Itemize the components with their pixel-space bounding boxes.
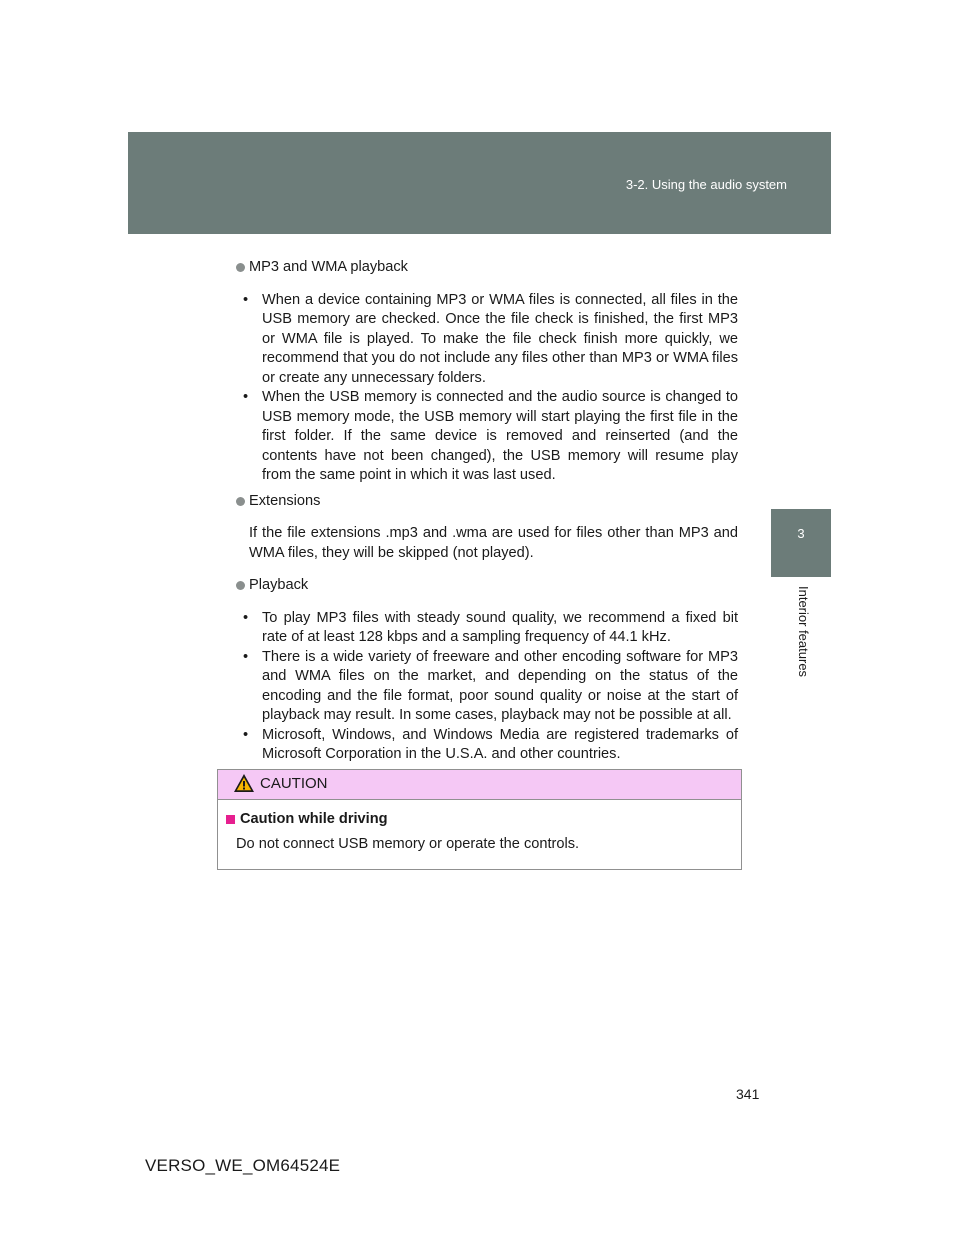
dot-icon: • xyxy=(243,609,249,626)
caution-subheading-text: Caution while driving xyxy=(240,811,388,827)
list-item xyxy=(236,648,738,726)
list-item-text: To play MP3 files with steady sound quality, we recommend a fixed bit rate of at least 128 kbps and a sampling frequency of 44.1 kHz. xyxy=(262,609,738,645)
bullet-icon xyxy=(236,263,245,272)
caution-subheading xyxy=(226,811,388,827)
dot-icon: • xyxy=(243,648,249,665)
list-item-text: When the USB memory is connected and the audio source is changed to USB memory mode, the USB memory will start playing the first file in the first folder. If the same device is removed and reinserted (and the contents have not been changed), the USB memory will resume play from the same point in which it was last used. xyxy=(262,389,738,483)
chapter-tab xyxy=(771,509,831,577)
header-band xyxy=(128,132,831,234)
section-heading xyxy=(236,492,738,512)
sub-list xyxy=(236,609,738,765)
caution-box xyxy=(217,769,742,870)
section-heading-text: Playback xyxy=(249,577,309,593)
chapter-number: 3 xyxy=(797,526,805,541)
dot-icon: • xyxy=(243,389,249,405)
list-item xyxy=(236,388,738,486)
section-heading-text: Extensions xyxy=(249,492,321,509)
list-item-text: There is a wide variety of freeware and other encoding software for MP3 and WMA files on the market, and depending on the status of the encoding and the file format, poor sound quality or noise at the start of playback may result. In some cases, playback may not be possible at all. xyxy=(262,648,738,723)
paragraph: If the file extensions .mp3 and .wma are used for files other than MP3 and WMA files, they will be skipped (not played). xyxy=(249,525,738,561)
list-item xyxy=(236,609,738,648)
page-number: 341 xyxy=(736,1086,760,1102)
list-item xyxy=(236,291,738,389)
caution-header xyxy=(218,770,741,800)
caution-title: CAUTION xyxy=(260,775,328,792)
section-title: 3-2. Using the audio system xyxy=(625,177,787,192)
bullet-icon xyxy=(236,581,245,590)
sub-list xyxy=(236,291,738,486)
caution-text: Do not connect USB memory or operate the controls. xyxy=(236,836,580,852)
warning-icon xyxy=(233,773,255,793)
dot-icon: • xyxy=(243,291,249,308)
document-code: VERSO_WE_OM64524E xyxy=(145,1156,341,1175)
list-item xyxy=(236,726,738,765)
section-heading-text: MP3 and WMA playback xyxy=(249,259,408,275)
dot-icon: • xyxy=(243,726,249,743)
list-item-text: Microsoft, Windows, and Windows Media are registered trademarks of Microsoft Corporation in the U.S.A. and other countries. xyxy=(262,726,738,762)
section-heading xyxy=(236,576,738,596)
bullet-icon xyxy=(236,497,245,506)
section-heading xyxy=(236,258,738,278)
square-bullet-icon xyxy=(226,815,235,824)
chapter-label: Interior features xyxy=(796,586,811,678)
main-content xyxy=(236,258,738,771)
list-item-text: When a device containing MP3 or WMA files is connected, all files in the USB memory are checked. Once the file check is finished, the first MP3 or WMA file is played. To make the file check finish more quickly, we recommend that you do not include any files other than MP3 or WMA files or create any unnecessary folders. xyxy=(262,291,738,386)
